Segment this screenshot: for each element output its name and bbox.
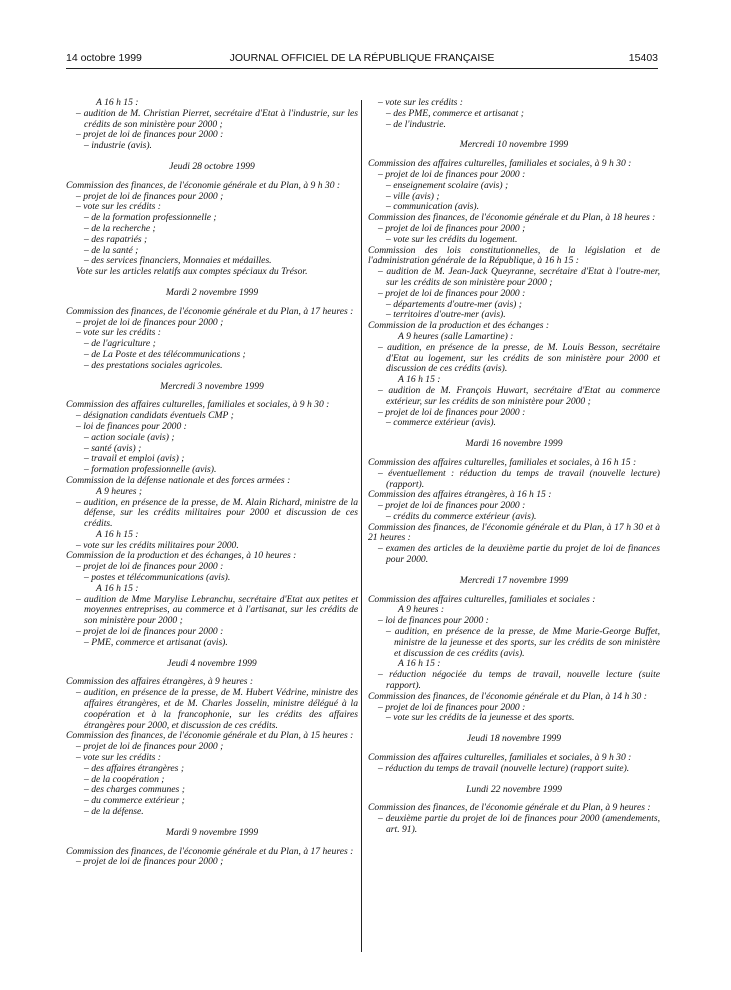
agenda-subitem: – commerce extérieur (avis). bbox=[386, 417, 496, 429]
agenda-item: – deuxième partie du projet de loi de finances pour 2000 (amendements, art. 91). bbox=[378, 813, 660, 836]
commission-entry: Commission de la défense nationale et des forces armées : bbox=[66, 474, 291, 486]
header-title: JOURNAL OFFICIEL DE LA RÉPUBLIQUE FRANÇAISE bbox=[229, 52, 495, 64]
agenda-subitem: – de l'industrie. bbox=[386, 118, 446, 130]
agenda-item: – projet de loi de finances pour 2000 ; bbox=[76, 856, 224, 868]
date-heading: Jeudi 28 octobre 1999 bbox=[169, 160, 255, 172]
agenda-subitem: – de la formation professionnelle ; bbox=[84, 212, 217, 224]
agenda-item: – audition, en présence de la presse, de M. Alain Richard, ministre de la défense, sur les crédits militaires pour 2000 et discussion de ces crédits. bbox=[76, 496, 358, 530]
time-label: A 9 heures (salle Lamartine) : bbox=[398, 330, 514, 342]
agenda-item: – projet de loi de finances pour 2000 ; bbox=[76, 190, 224, 202]
agenda-item: – audition de M. Jean-Jack Queyranne, secrétaire d'Etat à l'outre-mer, sur les crédits de son ministère pour 2000 ; bbox=[378, 266, 660, 288]
agenda-item: – vote sur les crédits : bbox=[76, 201, 161, 213]
column-divider bbox=[361, 100, 362, 952]
agenda-item: – audition de Mme Marylise Lebranchu, secrétaire d'Etat aux petites et moyennes entreprises, au commerce et à l'artisanat, sur les crédits de son ministère pour 2000 ; bbox=[76, 593, 358, 627]
commission-entry: Commission des affaires culturelles, familiales et sociales, à 9 h 30 : bbox=[66, 399, 330, 411]
date-heading: Jeudi 4 novembre 1999 bbox=[167, 657, 257, 669]
agenda-item: – projet de loi de finances pour 2000 ; bbox=[76, 741, 224, 753]
header-date: 14 octobre 1999 bbox=[66, 52, 142, 64]
agenda-subitem: – communication (avis). bbox=[386, 201, 479, 213]
commission-entry: Commission de la production et des échanges : bbox=[368, 320, 550, 332]
agenda-item: – désignation candidats éventuels CMP ; bbox=[76, 410, 234, 422]
page-header bbox=[66, 52, 658, 68]
time-label: A 16 h 15 : bbox=[96, 97, 139, 108]
agenda-subitem: – de l'agriculture ; bbox=[84, 338, 156, 350]
commission-entry: Commission des finances, de l'économie générale et du Plan, à 17 heures : bbox=[66, 305, 354, 317]
agenda-subitem: – travail et emploi (avis) ; bbox=[84, 453, 185, 465]
commission-entry: Commission des finances, de l'économie générale et du Plan, à 17 heures : bbox=[66, 845, 354, 857]
agenda-subitem: – des rapatriés ; bbox=[84, 233, 148, 245]
agenda-item: – audition de M. François Huwart, secrétaire d'Etat au commerce extérieur, sur les crédits de son ministère pour 2000 ; bbox=[378, 384, 660, 407]
left-column bbox=[66, 98, 358, 868]
agenda-item: – projet de loi de finances pour 2000 : bbox=[76, 626, 224, 638]
time-label: A 9 heures ; bbox=[96, 485, 143, 497]
agenda-subitem: – territoires d'outre-mer (avis). bbox=[386, 309, 506, 321]
agenda-subitem: – PME, commerce et artisanat (avis). bbox=[84, 636, 228, 648]
agenda-item: – projet de loi de finances pour 2000 : bbox=[378, 701, 526, 713]
agenda-subitem: – santé (avis) ; bbox=[84, 442, 142, 454]
commission-entry: Commission des affaires culturelles, familiales et sociales, à 16 h 15 : bbox=[368, 456, 637, 468]
agenda-item: – vote sur les crédits militaires pour 2000. bbox=[76, 539, 239, 551]
agenda-subitem: – de la recherche ; bbox=[84, 222, 156, 234]
commission-entry: Commission des finances, de l'économie générale et du Plan, à 15 heures : bbox=[66, 730, 354, 742]
time-label: A 16 h 15 : bbox=[96, 528, 139, 540]
date-heading: Mercredi 3 novembre 1999 bbox=[160, 380, 264, 392]
agenda-item: – projet de loi de finances pour 2000 : bbox=[76, 561, 224, 573]
agenda-subitem: – des PME, commerce et artisanat ; bbox=[386, 107, 524, 119]
agenda-item: – audition, en présence de la presse, de M. Hubert Védrine, ministre des affaires étrangères, et de M. Charles Josselin, ministre délégué à la coopération et à la francophonie, sur les crédits des affaires étrangères pour 2000, et discussion de ces crédits. bbox=[76, 687, 358, 731]
agenda-subitem: – postes et télécommunications (avis). bbox=[84, 572, 231, 584]
agenda-item: – projet de loi de finances pour 2000 : bbox=[76, 129, 224, 141]
time-label: A 9 heures : bbox=[398, 604, 445, 616]
agenda-subitem: – de La Poste et des télécommunications ; bbox=[84, 348, 246, 360]
agenda-item: – projet de loi de finances pour 2000 ; bbox=[378, 222, 526, 234]
agenda-subitem: – de la santé ; bbox=[84, 244, 139, 256]
agenda-subitem: – des prestations sociales agricoles. bbox=[84, 359, 223, 371]
agenda-subitem: – crédits du commerce extérieur (avis). bbox=[386, 510, 537, 522]
agenda-item: – éventuellement : réduction du temps de travail (nouvelle lecture) (rapport). bbox=[378, 467, 660, 490]
agenda-subitem: – des affaires étrangères ; bbox=[84, 762, 185, 774]
agenda-subitem: – vote sur les crédits du logement. bbox=[386, 233, 518, 245]
time-label: A 16 h 15 : bbox=[398, 374, 441, 386]
commission-entry: Commission des finances, de l'économie générale et du Plan, à 18 heures : bbox=[368, 212, 656, 224]
agenda-item: – projet de loi de finances pour 2000 : bbox=[378, 287, 526, 299]
agenda-item: – vote sur les crédits : bbox=[76, 327, 161, 339]
date-heading: Lundi 22 novembre 1999 bbox=[466, 783, 562, 795]
date-heading: Mercredi 10 novembre 1999 bbox=[459, 139, 569, 151]
agenda-subitem: – action sociale (avis) ; bbox=[84, 431, 175, 443]
time-label: A 16 h 15 : bbox=[96, 582, 139, 594]
commission-entry: Commission des finances, de l'économie générale et du Plan, à 9 heures : bbox=[368, 802, 651, 814]
agenda-subitem: – audition, en présence de la presse, de Mme Marie-George Buffet, ministre de la jeunesse et des sports, sur les crédits de son ministère et discussion de ces crédits (avis). bbox=[386, 626, 660, 659]
header-rule bbox=[66, 68, 658, 69]
commission-entry: Commission des affaires culturelles, familiales et sociales, à 9 h 30 : bbox=[368, 752, 632, 764]
commission-entry: Commission de la production et des échanges, à 10 heures : bbox=[66, 550, 297, 562]
agenda-item: – audition de M. Christian Pierret, secrétaire d'Etat à l'industrie, sur les crédits de son ministère pour 2000 ; bbox=[76, 107, 358, 130]
agenda-subitem: – des charges communes ; bbox=[84, 784, 185, 796]
date-heading: Mardi 2 novembre 1999 bbox=[165, 286, 259, 298]
agenda-subitem: – de la coopération ; bbox=[84, 773, 165, 785]
commission-entry: Commission des lois constitutionnelles, de la législation et de l'administration générale de la République, à 16 h 15 : bbox=[368, 244, 660, 267]
commission-entry: Commission des affaires culturelles, familiales et sociales, à 9 h 30 : bbox=[368, 158, 632, 170]
agenda-subitem: – des services financiers, Monnaies et médailles. bbox=[84, 255, 272, 267]
agenda-note: Vote sur les articles relatifs aux comptes spéciaux du Trésor. bbox=[76, 266, 308, 278]
agenda-subitem: – enseignement scolaire (avis) ; bbox=[386, 179, 509, 191]
agenda-item: – projet de loi de finances pour 2000 : bbox=[378, 168, 526, 180]
header-page-number: 15403 bbox=[628, 52, 658, 64]
agenda-subitem: – formation professionnelle (avis). bbox=[84, 464, 217, 476]
commission-entry: Commission des affaires culturelles, familiales et sociales : bbox=[368, 593, 596, 605]
time-label: A 16 h 15 : bbox=[398, 658, 441, 670]
date-heading: Mercredi 17 novembre 1999 bbox=[459, 574, 569, 586]
right-column bbox=[368, 98, 660, 836]
agenda-item: – vote sur les crédits : bbox=[378, 97, 463, 108]
commission-entry: Commission des affaires étrangères, à 16 h 15 : bbox=[368, 489, 552, 501]
agenda-item: – réduction négociée du temps de travail, nouvelle lecture (suite rapport). bbox=[378, 669, 660, 692]
agenda-item: – examen des articles de la deuxième partie du projet de loi de finances pour 2000. bbox=[378, 543, 660, 566]
agenda-subitem: – départements d'outre-mer (avis) ; bbox=[386, 298, 522, 310]
agenda-subitem: – vote sur les crédits de la jeunesse et des sports. bbox=[386, 712, 575, 724]
agenda-subitem: – industrie (avis). bbox=[84, 140, 152, 152]
commission-entry: Commission des affaires étrangères, à 9 heures : bbox=[66, 676, 254, 688]
agenda-subitem: – de la défense. bbox=[84, 806, 144, 818]
agenda-item: – projet de loi de finances pour 2000 ; bbox=[76, 316, 224, 328]
agenda-item: – projet de loi de finances pour 2000 : bbox=[378, 406, 526, 418]
date-heading: Mardi 16 novembre 1999 bbox=[465, 438, 563, 450]
commission-entry: Commission des finances, de l'économie générale et du Plan, à 17 h 30 et à 21 heures : bbox=[368, 521, 660, 544]
commission-entry: Commission des finances, de l'économie générale et du Plan, à 9 h 30 : bbox=[66, 179, 341, 191]
commission-entry: Commission des finances, de l'économie générale et du Plan, à 14 h 30 : bbox=[368, 690, 647, 702]
agenda-item: – loi de finances pour 2000 : bbox=[378, 615, 489, 627]
agenda-item: – projet de loi de finances pour 2000 : bbox=[378, 500, 526, 512]
agenda-item: – réduction du temps de travail (nouvelle lecture) (rapport suite). bbox=[378, 762, 630, 774]
date-heading: Jeudi 18 novembre 1999 bbox=[466, 733, 562, 745]
agenda-item: – vote sur les crédits : bbox=[76, 752, 161, 764]
agenda-item: – audition, en présence de la presse, de M. Louis Besson, secrétaire d'Etat au logement, sur les crédits de son ministère pour 2000 et discussion de ces crédits (avis). bbox=[378, 341, 660, 375]
agenda-item: – loi de finances pour 2000 : bbox=[76, 420, 187, 432]
date-heading: Mardi 9 novembre 1999 bbox=[165, 826, 259, 838]
agenda-subitem: – du commerce extérieur ; bbox=[84, 795, 185, 807]
agenda-subitem: – ville (avis) ; bbox=[386, 190, 440, 202]
